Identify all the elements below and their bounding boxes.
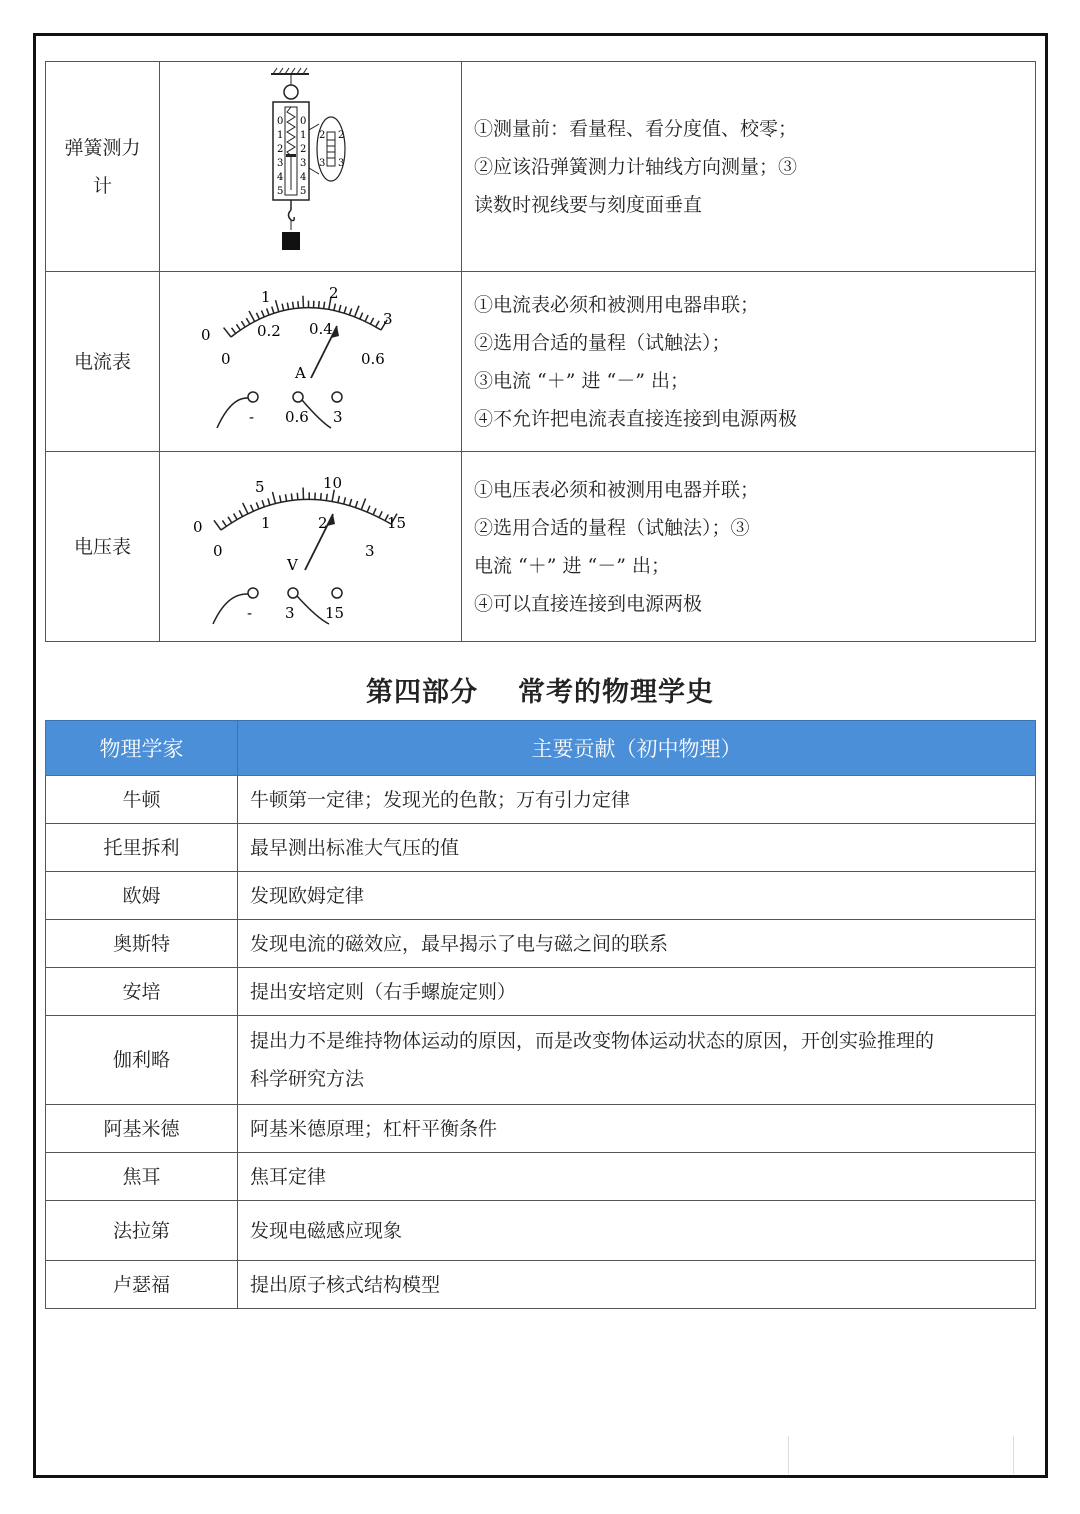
svg-text:2: 2 bbox=[337, 130, 344, 141]
unit-label: V bbox=[286, 556, 298, 574]
contribution: 发现欧姆定律 bbox=[238, 872, 1036, 920]
meter-tick bbox=[267, 498, 269, 505]
contribution: 阿基米德原理；杠杆平衡条件 bbox=[238, 1105, 1036, 1153]
contribution: 发现电流的磁效应，最早揭示了电与磁之间的联系 bbox=[238, 920, 1036, 968]
meter-tick bbox=[354, 306, 358, 317]
contribution: 提出安培定则（右手螺旋定则） bbox=[238, 968, 1036, 1016]
tick-label: 0 bbox=[192, 518, 203, 536]
table-row bbox=[46, 824, 1036, 872]
instrument-name: 电压表 bbox=[46, 452, 160, 642]
tick-label: 0 bbox=[220, 350, 231, 368]
spring-scale-figure bbox=[160, 62, 462, 272]
meter-tick bbox=[379, 511, 382, 517]
physicist-name: 托里拆利 bbox=[46, 824, 238, 872]
contribution: 最早测出标准大气压的值 bbox=[238, 824, 1036, 872]
meter-tick bbox=[239, 510, 242, 516]
contribution: 焦耳定律 bbox=[238, 1153, 1036, 1201]
table-header-row bbox=[46, 721, 1036, 776]
meter-tick bbox=[279, 495, 280, 502]
svg-text:3: 3 bbox=[337, 158, 344, 169]
meter-tick bbox=[297, 493, 298, 500]
voltmeter-icon bbox=[161, 452, 461, 637]
meter-tick bbox=[272, 492, 275, 504]
unit-label: A bbox=[294, 364, 306, 382]
table-row bbox=[46, 272, 1036, 452]
meter-tick bbox=[287, 303, 288, 310]
spring-scale-icon bbox=[161, 62, 461, 267]
table-row bbox=[46, 1153, 1036, 1201]
physicist-name: 阿基米德 bbox=[46, 1105, 238, 1153]
meter-tick bbox=[343, 497, 345, 504]
meter-tick bbox=[367, 506, 370, 512]
voltmeter-figure bbox=[160, 452, 462, 642]
meter-tick bbox=[320, 493, 321, 500]
meter-tick bbox=[344, 307, 346, 314]
instrument-table bbox=[45, 61, 1036, 642]
tick-label: 1 bbox=[260, 288, 271, 306]
column-header: 主要贡献（初中物理） bbox=[238, 721, 1036, 776]
table-row bbox=[46, 1105, 1036, 1153]
svg-text:2: 2 bbox=[318, 130, 325, 141]
svg-text:4: 4 bbox=[276, 172, 283, 183]
physicist-name: 焦耳 bbox=[46, 1153, 238, 1201]
section-title: 第四部分 常考的物理学史 bbox=[366, 677, 714, 708]
meter-tick bbox=[222, 520, 226, 526]
svg-text:1: 1 bbox=[299, 130, 306, 141]
meter-tick bbox=[223, 328, 230, 337]
svg-text:0: 0 bbox=[299, 116, 306, 127]
meter-tick bbox=[250, 505, 253, 511]
meter-tick bbox=[271, 307, 273, 314]
table-row bbox=[46, 1016, 1036, 1105]
meter-tick bbox=[349, 499, 351, 506]
svg-text:3: 3 bbox=[318, 158, 325, 169]
instrument-notes: ①电流表必须和被测用电器串联； ②选用合适的量程（试触法）； ③电流 “＋” 进 “－” 出； ④不允许把电流表直接连接到电源两极 bbox=[462, 272, 1036, 452]
physicist-name: 安培 bbox=[46, 968, 238, 1016]
meter-tick bbox=[326, 494, 327, 501]
ammeter-figure bbox=[160, 272, 462, 452]
tick-label: 0 bbox=[212, 542, 223, 560]
meter-tick bbox=[246, 318, 250, 324]
physicist-name: 欧姆 bbox=[46, 872, 238, 920]
svg-text:5: 5 bbox=[299, 186, 306, 197]
meter-tick bbox=[349, 308, 351, 315]
meter-tick bbox=[256, 502, 259, 509]
tick-label: 2 bbox=[317, 514, 328, 532]
scan-artifact-line bbox=[788, 1436, 789, 1474]
svg-text:5: 5 bbox=[276, 186, 283, 197]
meter-tick bbox=[261, 311, 264, 317]
meter-tick bbox=[256, 313, 259, 319]
terminal-label: 3 bbox=[284, 604, 295, 622]
meter-tick bbox=[355, 501, 357, 508]
meter-tick bbox=[285, 494, 286, 501]
physics-history-table bbox=[45, 720, 1036, 1309]
meter-tick bbox=[249, 311, 255, 322]
svg-text:0: 0 bbox=[276, 116, 283, 127]
tick-label: 15 bbox=[386, 514, 406, 532]
tick-label: 1 bbox=[260, 514, 271, 532]
table-row bbox=[46, 1261, 1036, 1309]
terminal-label: 15 bbox=[324, 604, 344, 622]
meter-tick bbox=[333, 304, 335, 311]
scan-artifact-line bbox=[1013, 1436, 1014, 1474]
meter-tick bbox=[231, 328, 235, 334]
ammeter-icon bbox=[161, 272, 461, 447]
table-row bbox=[46, 1201, 1036, 1261]
meter-tick bbox=[375, 321, 378, 327]
meter-tick bbox=[359, 313, 362, 319]
tick-label: 2 bbox=[328, 284, 339, 302]
meter-tick bbox=[233, 513, 237, 519]
meter-tick bbox=[292, 302, 293, 309]
tick-label: 0.6 bbox=[360, 350, 385, 368]
meter-tick bbox=[241, 321, 245, 327]
contribution: 发现电磁感应现象 bbox=[238, 1201, 1036, 1261]
terminal-label: 3 bbox=[332, 408, 343, 426]
instrument-notes: ①电压表必须和被测用电器并联； ②选用合适的量程（试触法）；③ 电流 “＋” 进 “－” 出； ④可以直接连接到电源两极 bbox=[462, 452, 1036, 642]
svg-text:2: 2 bbox=[299, 144, 306, 155]
terminal-label: - bbox=[248, 408, 254, 426]
physicist-name: 牛顿 bbox=[46, 776, 238, 824]
tick-label: 3 bbox=[382, 310, 393, 328]
tick-label: 5 bbox=[254, 478, 265, 496]
meter-tick bbox=[236, 324, 240, 330]
instrument-name: 弹簧测力 计 bbox=[46, 62, 160, 272]
meter-tick bbox=[266, 308, 268, 315]
contribution: 提出原子核式结构模型 bbox=[238, 1261, 1036, 1309]
instrument-notes: ①测量前：看量程、看分度值、校零； ②应该沿弹簧测力计轴线方向测量；③ 读数时视线要与刻度面垂直 bbox=[462, 62, 1036, 272]
svg-text:1: 1 bbox=[276, 130, 283, 141]
instrument-name: 电流表 bbox=[46, 272, 160, 452]
tick-label: 0.4 bbox=[308, 320, 333, 338]
tick-label: 3 bbox=[364, 542, 375, 560]
svg-text:2: 2 bbox=[276, 144, 283, 155]
tick-label: 0 bbox=[200, 326, 211, 344]
meter-tick bbox=[242, 503, 247, 514]
meter-tick bbox=[227, 517, 231, 523]
meter-tick bbox=[339, 305, 341, 312]
svg-text:3: 3 bbox=[299, 158, 306, 169]
contribution: 牛顿第一定律；发现光的色散；万有引力定律 bbox=[238, 776, 1036, 824]
column-header: 物理学家 bbox=[46, 721, 238, 776]
physicist-name: 卢瑟福 bbox=[46, 1261, 238, 1309]
meter-tick bbox=[337, 496, 338, 503]
table-row bbox=[46, 968, 1036, 1016]
physicist-name: 法拉第 bbox=[46, 1201, 238, 1261]
meter-tick bbox=[297, 301, 298, 308]
table-row bbox=[46, 452, 1036, 642]
meter-tick bbox=[361, 499, 365, 510]
table-row bbox=[46, 62, 1036, 272]
svg-text:4: 4 bbox=[299, 172, 306, 183]
tick-label: 10 bbox=[322, 474, 342, 492]
table-row bbox=[46, 920, 1036, 968]
meter-tick bbox=[275, 300, 278, 312]
meter-tick bbox=[262, 500, 264, 507]
meter-tick bbox=[282, 304, 284, 311]
meter-tick bbox=[373, 508, 376, 514]
meter-tick bbox=[365, 315, 368, 321]
meter-tick bbox=[370, 318, 373, 324]
meter-tick bbox=[323, 302, 324, 309]
meter-tick bbox=[318, 301, 319, 308]
meter-tick bbox=[213, 520, 220, 530]
tick-label: 0.2 bbox=[256, 322, 281, 340]
svg-text:3: 3 bbox=[276, 158, 283, 169]
meter-tick bbox=[291, 493, 292, 500]
terminal-label: - bbox=[246, 604, 252, 622]
terminal-label: 0.6 bbox=[284, 408, 309, 426]
physicist-name: 奥斯特 bbox=[46, 920, 238, 968]
table-row bbox=[46, 872, 1036, 920]
meter-tick bbox=[302, 296, 303, 308]
physicist-name: 伽利略 bbox=[46, 1016, 238, 1105]
contribution: 提出力不是维持物体运动的原因，而是改变物体运动状态的原因，开创实验推理的 科学研究方法 bbox=[238, 1016, 1036, 1105]
table-row bbox=[46, 776, 1036, 824]
